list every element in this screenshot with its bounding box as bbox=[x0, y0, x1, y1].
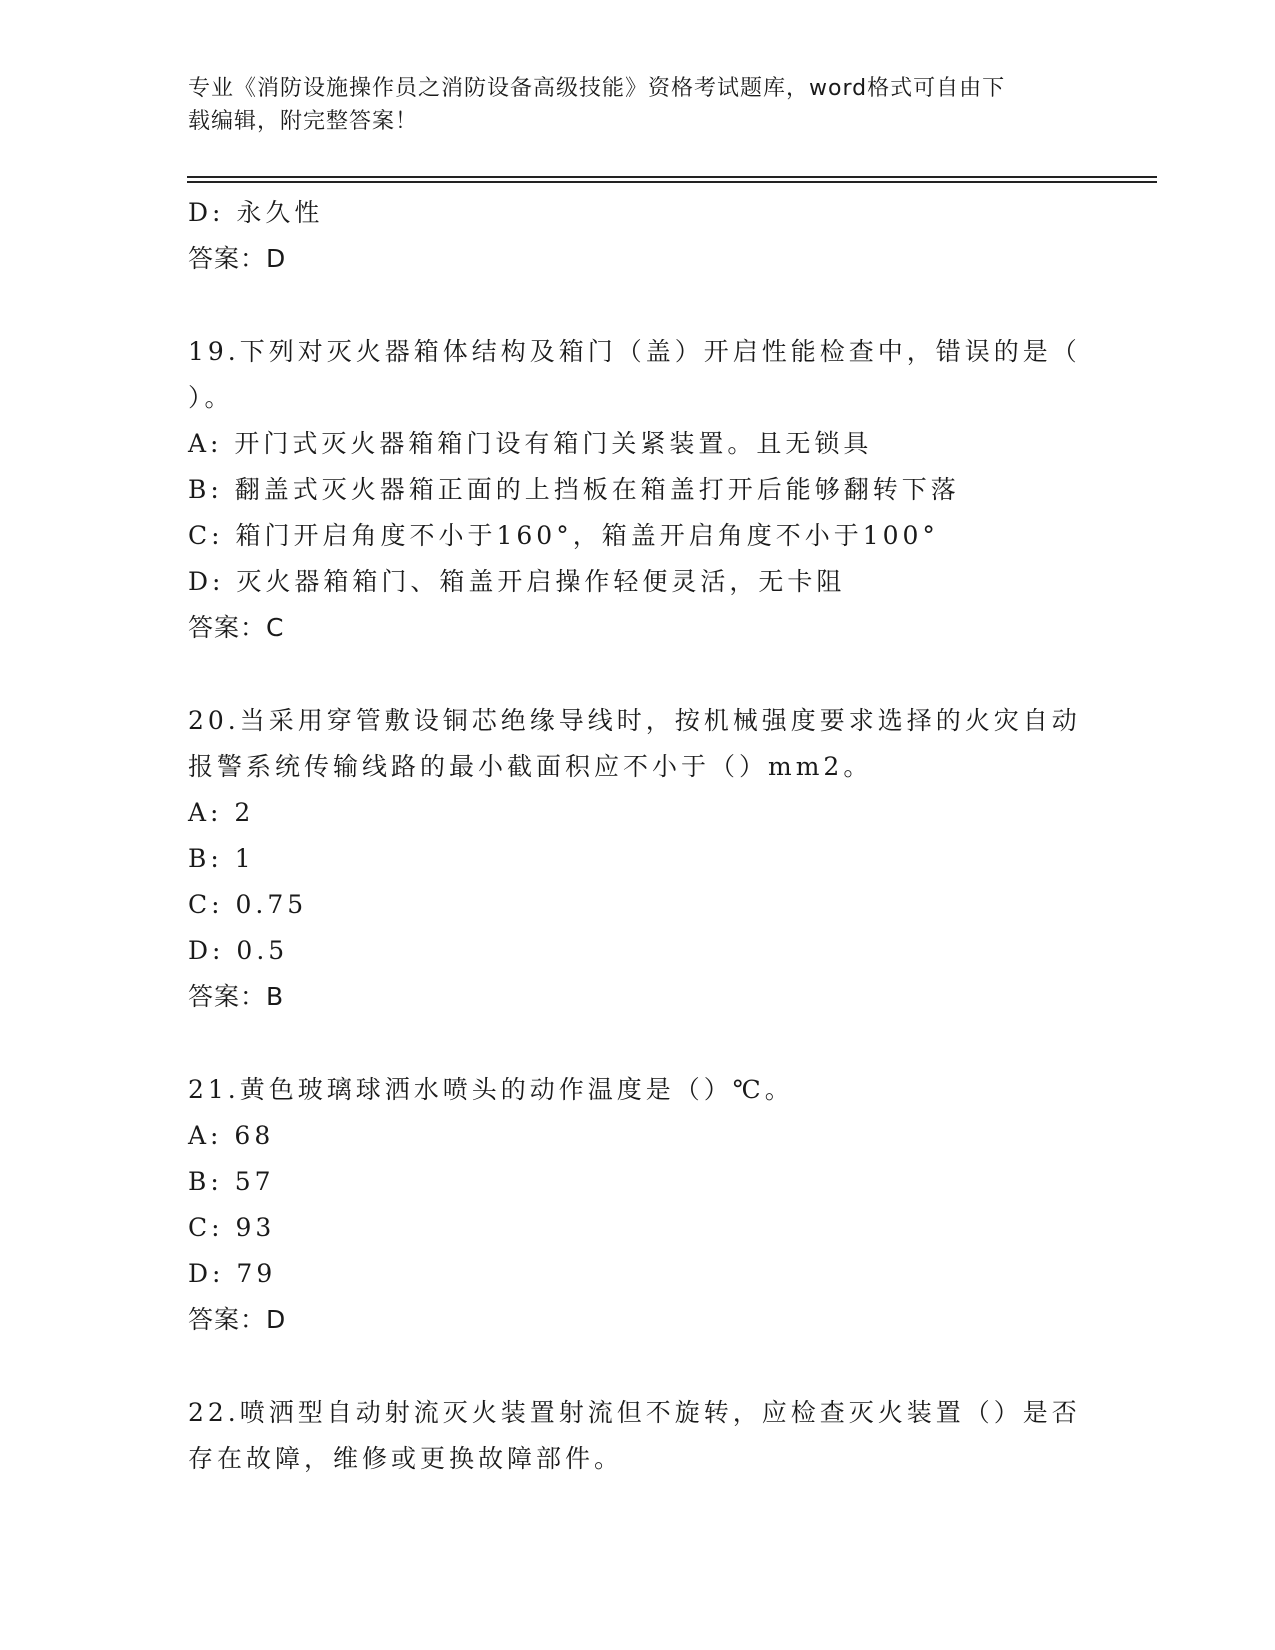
question-text-line: 20.当采用穿管敷设铜芯绝缘导线时，按机械强度要求选择的火灾自动 bbox=[188, 706, 1081, 735]
option-a: A: 2 bbox=[188, 798, 255, 827]
option-d: D: 0.5 bbox=[188, 936, 289, 965]
question-20 bbox=[188, 698, 1088, 1020]
answer-line: 答案：C bbox=[188, 613, 285, 642]
option-d: D: 79 bbox=[188, 1259, 277, 1288]
question-text-line: 21.黄色玻璃球洒水喷头的动作温度是（）℃。 bbox=[188, 1075, 794, 1104]
option-b: B: 57 bbox=[188, 1167, 275, 1196]
question-text-line: 报警系统传输线路的最小截面积应不小于（）mm2。 bbox=[188, 752, 873, 781]
question-21 bbox=[188, 1067, 1088, 1343]
question-text-line: 22.喷洒型自动射流灭火装置射流但不旋转，应检查灭火装置（）是否 bbox=[188, 1398, 1081, 1427]
option-d: D: 永久性 bbox=[188, 198, 324, 227]
header-line-1: 专业《消防设施操作员之消防设备高级技能》资格考试题库，word格式可自由下 bbox=[188, 76, 1006, 101]
option-a: A: 开门式灭火器箱箱门设有箱门关紧装置。且无锁具 bbox=[188, 429, 873, 458]
question-18-tail bbox=[188, 190, 1088, 282]
option-b: B: 翻盖式灭火器箱正面的上挡板在箱盖打开后能够翻转下落 bbox=[188, 475, 960, 504]
question-text-line: ）。 bbox=[188, 383, 234, 412]
question-22 bbox=[188, 1390, 1088, 1482]
answer-line: 答案：B bbox=[188, 982, 285, 1011]
question-text-line: 19.下列对灭火器箱体结构及箱门（盖）开启性能检查中，错误的是（ bbox=[188, 337, 1081, 366]
question-19 bbox=[188, 329, 1088, 651]
header-rule-top bbox=[187, 176, 1157, 178]
document-header bbox=[188, 72, 1068, 138]
header-line-2: 载编辑，附完整答案！ bbox=[188, 109, 419, 134]
option-b: B: 1 bbox=[188, 844, 255, 873]
answer-line: 答案：D bbox=[188, 1305, 287, 1334]
answer-line: 答案：D bbox=[188, 244, 287, 273]
header-rule-bottom bbox=[187, 181, 1157, 183]
option-c: C: 93 bbox=[188, 1213, 276, 1242]
question-text-line: 存在故障，维修或更换故障部件。 bbox=[188, 1444, 624, 1473]
option-d: D: 灭火器箱箱门、箱盖开启操作轻便灵活，无卡阻 bbox=[188, 567, 846, 596]
option-c: C: 箱门开启角度不小于160°，箱盖开启角度不小于100° bbox=[188, 521, 939, 550]
option-c: C: 0.75 bbox=[188, 890, 308, 919]
option-a: A: 68 bbox=[188, 1121, 275, 1150]
question-list bbox=[188, 190, 1088, 1482]
